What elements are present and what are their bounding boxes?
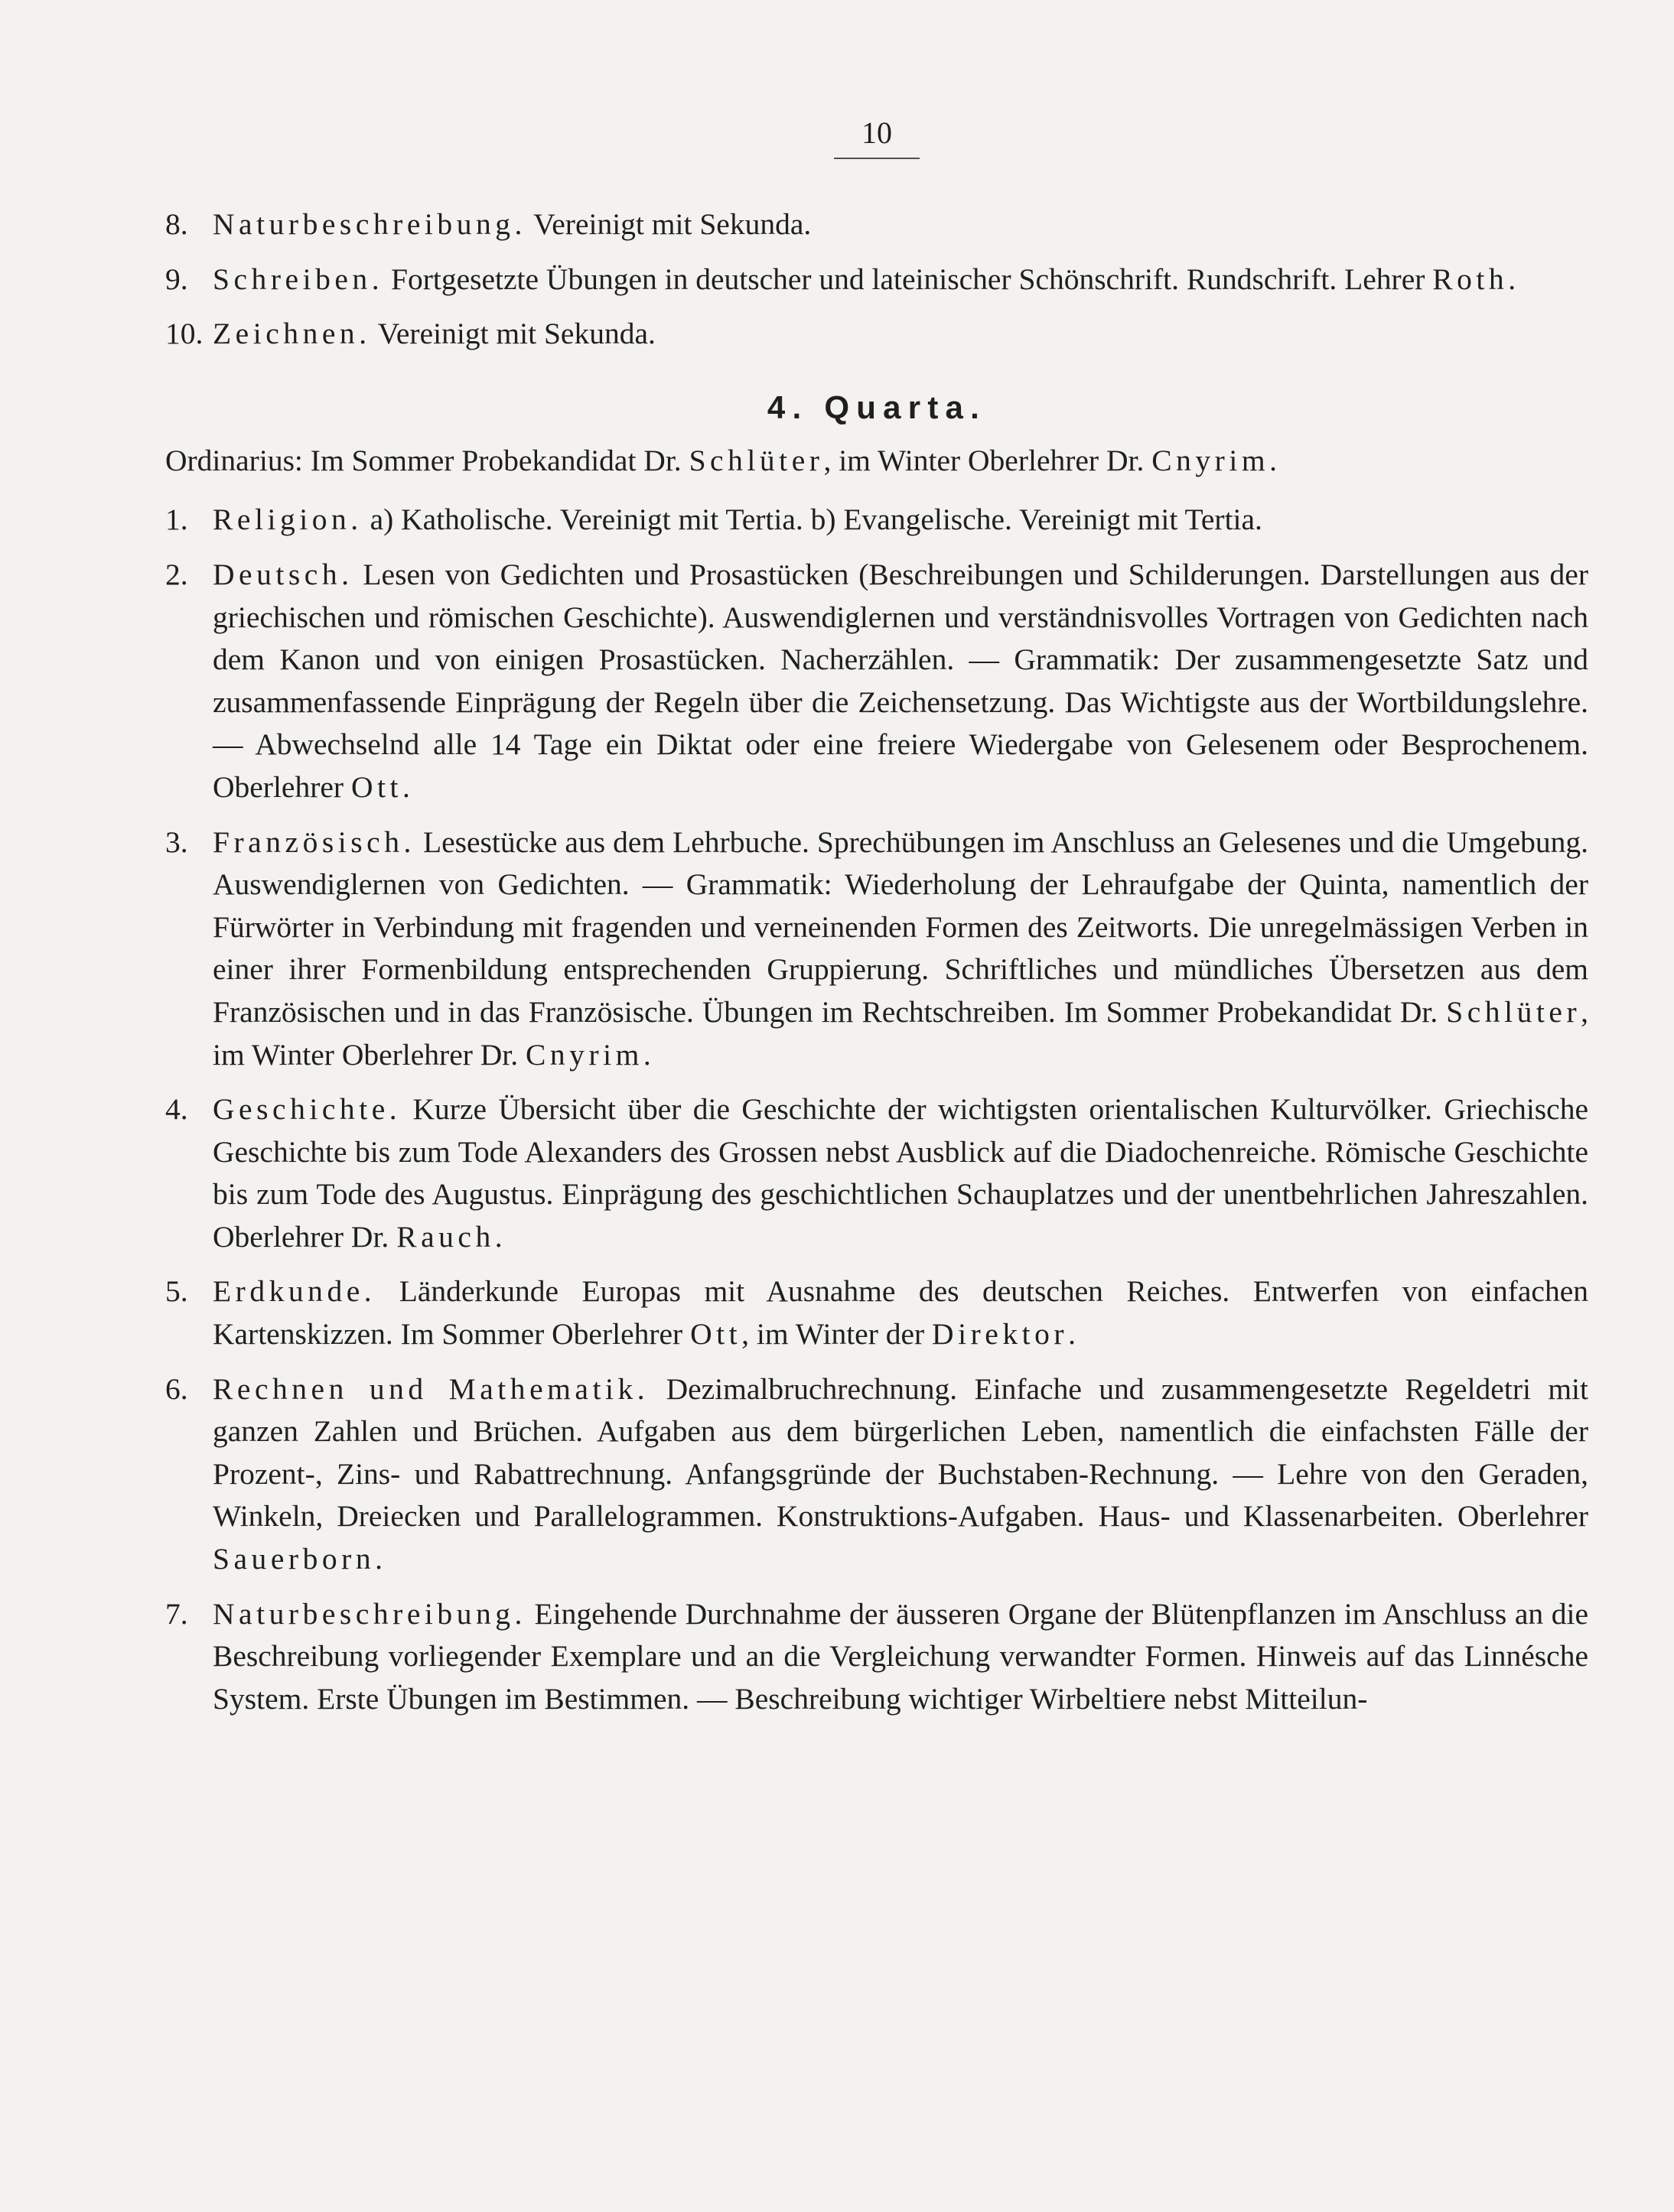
teacher-name: Ott — [690, 1317, 742, 1352]
item-text-end: . — [1508, 262, 1516, 296]
item-text-end: . — [643, 1037, 651, 1072]
item-text-middle: , im Winter Oberlehrer Dr. — [213, 994, 1588, 1072]
item-heading: Zeichnen. — [213, 317, 371, 351]
item-heading: Geschichte. — [213, 1092, 402, 1127]
item-number: 6. — [165, 1371, 188, 1406]
list-item — [165, 821, 1588, 1077]
list-item — [165, 1593, 1588, 1721]
item-heading: Religion. — [213, 503, 363, 537]
item-number: 9. — [165, 262, 188, 296]
teacher-name: Schlüter — [1446, 994, 1581, 1029]
item-heading: Rechnen und Mathematik. — [213, 1371, 650, 1406]
teacher-name: Cnyrim — [1151, 443, 1270, 477]
item-heading: Schreiben. — [213, 262, 384, 296]
teacher-name: Schlüter — [689, 443, 824, 477]
item-text: a) Katholische. Vereinigt mit Tertia. b) Evangelische. Vereinigt mit Tertia. — [362, 503, 1262, 537]
document-page — [165, 115, 1588, 1732]
teacher-name: Rauch — [396, 1219, 495, 1254]
item-text: Eingehende Durchnahme der äusseren Organe der Blütenpflanzen im Anschluss an die Beschreibung vorliegender Exemplare und an die Vergleichung verwandter Formen. Hinweis auf das Linnésche System. Erste Übungen im Bestimmen. — Beschreibung wichtiger Wirbeltiere nebst Mitteilun- — [213, 1596, 1588, 1716]
item-text: Lesen von Gedichten und Prosastücken (Beschreibungen und Schilderungen. Darstellungen aus der griechischen und römischen Geschichte). Auswendiglernen und verständnisvolles Vortragen von Gedichten nach dem Kanon und von einigen Prosastücken. Nacherzählen. — Grammatik: Der zusammengesetzte Satz und zusammenfassende Einprägung der Regeln über die Zeichensetzung. Das Wichtigste aus der Wortbildungslehre. — Abwechselnd alle 14 Tage ein Diktat oder eine freiere Wiedergabe von Gelesenem oder Besprochenem. Oberlehrer — [213, 557, 1588, 804]
item-body — [213, 203, 1588, 246]
teacher-name: Ott — [350, 769, 403, 804]
item-text: Lesestücke aus dem Lehrbuche. Sprechübungen im Anschluss an Gelesenes und die Umgebung. Auswendiglernen von Gedichten. — Grammatik: Wiederholung der Lehraufgabe der Quinta, namentlich der Fürwörter in Verbindung mit fragenden und verneinenden Formen des Zeitworts. Die unregelmässigen Verben in einer ihrer Formenbildung entsprechenden Gruppierung. Schriftliches und mündliches Übersetzen aus dem Französischen und in das Französische. Übungen im Rechtschreiben. Im Sommer Probekandidat Dr. — [213, 825, 1588, 1029]
list-item — [165, 1088, 1588, 1258]
item-text: Länderkunde Europas mit Ausnahme des deutschen Reiches. Entwerfen von einfachen Kartenskizzen. Im Sommer Oberlehrer — [213, 1274, 1588, 1352]
section-heading: 4. Quarta. — [767, 389, 987, 425]
list-item — [165, 203, 1588, 246]
item-heading: Naturbeschreibung. — [213, 207, 526, 241]
teacher-name: Roth — [1432, 262, 1509, 296]
ordinarius-middle: , im Winter Oberlehrer Dr. — [823, 443, 1152, 477]
item-text-end: . — [1068, 1317, 1076, 1352]
item-body — [213, 259, 1588, 301]
item-number: 3. — [165, 825, 188, 859]
ordinarius-prefix: Ordinarius: Im Sommer Probekandidat Dr. — [165, 443, 689, 477]
ordinarius-end: . — [1269, 443, 1277, 477]
list-item — [165, 259, 1588, 301]
page-number-area — [165, 115, 1588, 159]
item-body — [213, 1270, 1588, 1355]
page-number: 10 — [834, 115, 920, 159]
item-number: 10. — [165, 317, 204, 351]
list-item — [165, 1270, 1588, 1355]
item-text: Fortgesetzte Übungen in deutscher und lateinischer Schönschrift. Rundschrift. Lehrer — [383, 262, 1433, 296]
item-text-end: . — [494, 1219, 503, 1254]
item-heading: Deutsch. — [213, 557, 353, 591]
list-item — [165, 1368, 1588, 1581]
teacher-name: Sauerborn — [213, 1542, 376, 1576]
item-body — [213, 821, 1588, 1077]
item-body — [213, 499, 1588, 542]
item-text: Vereinigt mit Sekunda. — [370, 317, 656, 351]
item-text-middle: , im Winter der — [741, 1317, 933, 1352]
item-text-end: . — [375, 1542, 383, 1576]
teacher-name: Cnyrim — [526, 1037, 643, 1072]
list-item — [165, 313, 1588, 356]
item-number: 8. — [165, 207, 188, 241]
item-body — [213, 1088, 1588, 1258]
item-text: Dezimalbruchrechnung. Einfache und zusammengesetzte Regeldetri mit ganzen Zahlen und Brüchen. Aufgaben aus dem bürgerlichen Leben, namentlich die einfachsten Fälle der Prozent-, Zins- und Rabattrechnung. Anfangsgründe der Buchstaben-Rechnung. — Lehre von den Geraden, Winkeln, Dreiecken und Parallelogrammen. Konstruktions-Aufgaben. Haus- und Klassenarbeiten. Oberlehrer — [213, 1371, 1589, 1534]
list-item — [165, 499, 1588, 542]
item-heading: Naturbeschreibung. — [213, 1596, 526, 1631]
item-number: 5. — [165, 1274, 188, 1309]
item-body — [213, 1368, 1588, 1581]
item-text-end: . — [402, 769, 410, 804]
item-text: Kurze Übersicht über die Geschichte der wichtigsten orientalischen Kulturvölker. Griechische Geschichte bis zum Tode Alexanders des Grossen nebst Ausblick auf die Diadochenreiche. Römische Geschichte bis zum Tode des Augustus. Einprägung des geschichtlichen Schauplatzes und der unentbehrlichen Jahreszahlen. Oberlehrer Dr. — [213, 1092, 1588, 1254]
teacher-name: Direktor — [932, 1317, 1069, 1352]
item-number: 1. — [165, 503, 188, 537]
ordinarius-line — [165, 440, 1588, 483]
item-number: 4. — [165, 1092, 188, 1127]
item-number: 2. — [165, 557, 188, 591]
item-number: 7. — [165, 1596, 188, 1631]
item-body — [213, 554, 1588, 809]
item-body — [213, 313, 1588, 356]
list-item — [165, 554, 1588, 809]
item-text: Vereinigt mit Sekunda. — [526, 207, 812, 241]
item-heading: Französisch. — [213, 825, 415, 859]
item-heading: Erdkunde. — [213, 1274, 376, 1309]
item-body — [213, 1593, 1588, 1721]
